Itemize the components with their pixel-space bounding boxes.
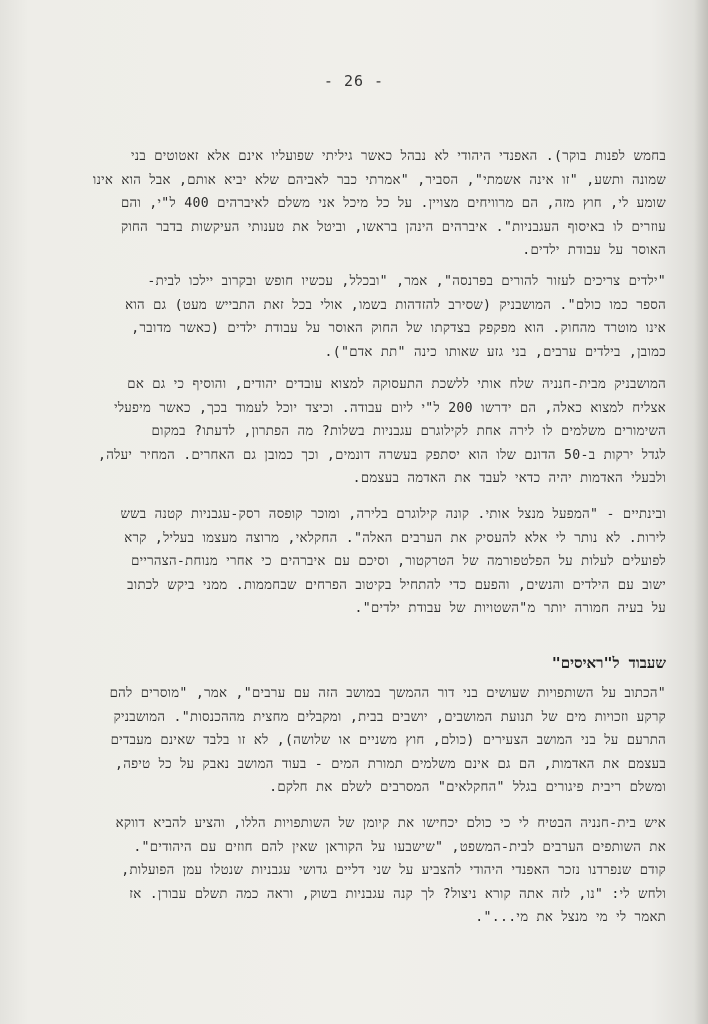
text-line: קרקע וזכויות מים של תנועת המושבים, יושבים בבית, ומקבלים מחצית מההכנסות". המושבניק [113, 709, 666, 725]
text-line: "הכתוב על השותפויות שעושים בני דור ההמשך במושב הזה עם ערבים", אמר, "מוסרים להם [109, 686, 666, 701]
text-line: ולבעלי האדמות יהיה כדאי לעבד את האדמה בעצמם. [352, 471, 666, 486]
text-line: שמונה ותשע, "זו אינה אשמתי", הסביר, "אמרתי כבר לאביהם שלא יביא אותם, אבל הוא אינו [92, 172, 666, 188]
text-line: השימורים משלמים לו לירה אחת לקילוגרם עגבניות בשלות? מה הפתרון, לדעתו? במקום [151, 424, 666, 439]
text-line: איש בית-חנניה הבטיח לי כי כולם יכחישו את קיומן של השותפויות הללו, והציע להביא דווקא [115, 816, 666, 831]
text-line: ובינתיים - "המפעל מנצל אותי. קונה קילוגרם בלירה, ומוכר קופסה רסק-עגבניות קטנה בשש [120, 507, 666, 522]
paragraph-1 [40, 145, 666, 263]
text-line: אינו מוטרד מהחוק. הוא מפקפק בצדקתו של החוק האוסר על עבודת ילדים (כאשר מדובר, [131, 321, 666, 336]
text-line: עוזרים לו באיסוף העגבניות". איברהים הינהן בראשו, וביטל את טענותי העיקשות בדבר החוק [120, 219, 666, 235]
text-line: התרעם על בני המושב הצעירים (כולם, חוץ משניים או שלושה), לא זו בלבד שאינם מעבדים [110, 733, 666, 748]
text-line: ומשלם ריבית פיגורים בגלל "החקלאים" המסרבים לשלם את חלקם. [269, 780, 666, 795]
paragraph-6 [40, 812, 666, 930]
text-line: תאמר לי מי מנצל את מי...". [475, 910, 666, 925]
page-number: - 26 - [323, 72, 385, 90]
paragraph-5 [40, 682, 666, 800]
text-line: ולחש לי: "נו, לזה אתה קורא ניצול? לך קנה עגבניות בשוק, וראה כמה תשלם עבורן. אז [129, 886, 666, 902]
paragraph-3 [40, 373, 666, 491]
text-line: לגדל ירקות ב-50 הדונם שלו הוא יסתפק בעשרה דונמים, וכך כמובן גם האחרים. המחיר יעלה, [98, 447, 666, 463]
text-line: "ילדים צריכים לעזור להורים בפרנסה", אמר, "ובכלל, עכשיו חופש ובקרוב יילכו לבית- [147, 274, 666, 289]
text-line: שומע לי, חוץ מזה, הם מרוויחים מצויין. על כל מיכל אני משלם לאיברהים 400 ל"י, והם [120, 196, 666, 211]
text-line: המושבניק מבית-חנניה שלח אותי ללשכת התעסוקה למצוא עובדים יהודים, והוסיף כי גם אם [127, 377, 666, 392]
text-line: בעצמם את האדמות, הם גם אינם משלמים תמורת המים - בעוד המושב נאבק על כל טיפה, [115, 756, 666, 772]
text-line: לירות. לא נותר לי אלא להעסיק את הערבים האלה". החקלאי, מרוצה מעצמו בעליל, קרא [124, 530, 666, 546]
text-line: האוסר על עבודת ילדים. [522, 243, 666, 258]
text-line: את השותפים הערבים לבית-המשפט, "שישבעו על הקוראן שאין להם חוזים עם היהודים". [133, 839, 666, 855]
text-line: הספר כמו כולם". המושבניק (שסירב להזדהות בשמו, אולי בכל זאת התבייש מעט) גם הוא [125, 297, 666, 313]
text-line: על בעיה חמורה יותר מ"השטויות של עבודת ילדים". [354, 601, 666, 616]
section-heading: שעבוד ל"ראיסים" [551, 654, 666, 672]
text-line: בחמש לפנות בוקר). האפנדי היהודי לא נבהל כאשר גיליתי שפועליו אינם אלא זאטוטים בני [130, 149, 666, 164]
text-line: לפועלים לעלות על הפלטפורמה של הטרקטור, וסיכם עם איברהים כי אחרי מנוחת-הצהריים [131, 554, 666, 569]
page-edge-shadow [694, 0, 708, 1024]
paragraph-4 [40, 503, 666, 621]
text-line: כמובן, בילדים ערבים, בני גזע שאותו כינה "תת אדם"). [324, 344, 666, 360]
text-line: קודם שנפרדנו נזכר האפנדי היהודי להצביע על שני דליים גדושי עגבניות שנטלו עמן הפועלות, [121, 863, 666, 878]
text-line: ישוב עם הילדים והנשים, והפעם כדי להתחיל בקיטוב הפרחים שבחממות. ממני ביקש לכתוב [127, 577, 666, 593]
text-line: אצליח למצוא כאלה, הם ידרשו 200 ל"י ליום עבודה. וכיצד יוכל לעמוד בכך, כאשר מיפעלי [114, 400, 666, 416]
paragraph-2 [40, 270, 666, 364]
